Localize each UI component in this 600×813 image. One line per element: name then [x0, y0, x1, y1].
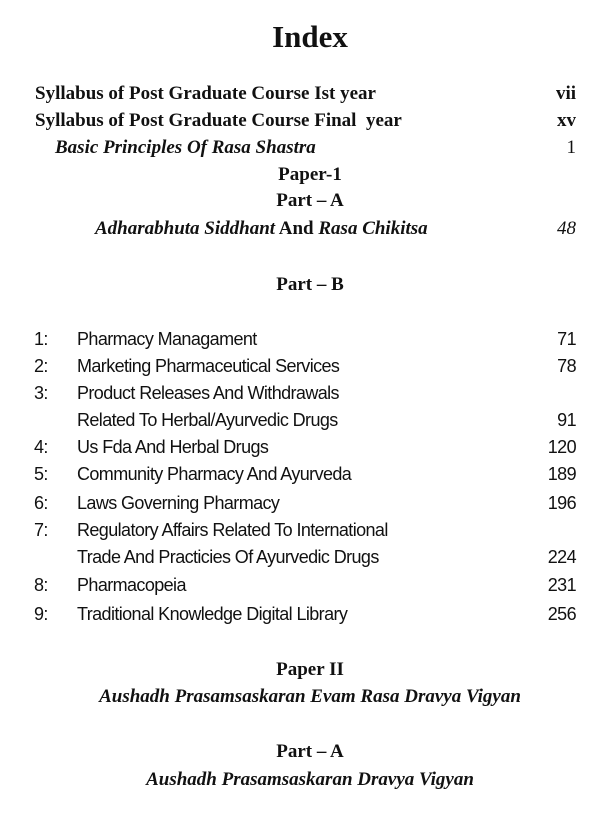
page-title: Index [272, 19, 348, 54]
list-item [0, 327, 600, 351]
toc-entry [35, 82, 576, 106]
entry-label-plain: And [275, 218, 319, 239]
item-page: 91 [557, 410, 576, 430]
entry-label: Syllabus of Post Graduate Course Ist year [35, 83, 376, 104]
paper2-subtitle: Aushadh Prasamsaskaran Evam Rasa Dravya Vigyan [99, 686, 521, 707]
item-label: Community Pharmacy And Ayurveda [77, 464, 352, 484]
item-number: 8: [34, 575, 48, 595]
item-page: 256 [547, 604, 576, 624]
item-number: 7: [34, 520, 48, 540]
item-page: 231 [547, 575, 576, 595]
list-item [0, 573, 600, 597]
toc-entry [35, 109, 576, 133]
list-item [0, 381, 600, 405]
item-number: 1: [34, 329, 48, 349]
item-label: Regulatory Affairs Related To International [77, 520, 388, 540]
paper2-part-a-heading: Part – A [276, 741, 344, 762]
list-item [0, 602, 600, 626]
item-label: Product Releases And Withdrawals [77, 383, 339, 403]
paper1-heading: Paper-1 [278, 164, 342, 185]
entry-page: xv [557, 110, 576, 131]
entry-page: 1 [566, 137, 576, 158]
paper2-heading: Paper II [276, 659, 344, 680]
paper2-part-a-subtitle: Aushadh Prasamsaskaran Dravya Vigyan [146, 769, 474, 790]
item-number: 2: [34, 356, 48, 376]
item-number: 5: [34, 464, 48, 484]
list-item [0, 408, 600, 432]
item-number: 4: [34, 437, 48, 457]
item-label: Traditional Knowledge Digital Library [77, 604, 348, 624]
toc-entry [95, 217, 576, 241]
item-label: Us Fda And Herbal Drugs [77, 437, 269, 457]
list-item [0, 354, 600, 378]
item-page: 196 [547, 493, 576, 513]
item-label: Laws Governing Pharmacy [77, 493, 280, 513]
entry-page: 48 [557, 218, 576, 239]
part-a-heading: Part – A [276, 190, 344, 211]
entry-label-italic: Adharabhuta Siddhant [95, 218, 276, 239]
toc-entry [55, 136, 576, 160]
list-item [0, 435, 600, 459]
item-label: Pharmacopeia [77, 575, 186, 595]
entry-label: Syllabus of Post Graduate Course Final year [35, 110, 402, 131]
item-number: 6: [34, 493, 48, 513]
item-number: 3: [34, 383, 48, 403]
part-b-heading: Part – B [276, 274, 344, 295]
entry-label: Basic Principles Of Rasa Shastra [55, 137, 316, 158]
item-label: Marketing Pharmaceutical Services [77, 356, 340, 376]
list-item [0, 491, 600, 515]
item-label: Pharmacy Managament [77, 329, 257, 349]
item-label: Trade And Practicies Of Ayurvedic Drugs [77, 547, 379, 567]
item-number: 9: [34, 604, 48, 624]
list-item [0, 545, 600, 569]
entry-page: vii [555, 83, 576, 104]
item-page: 71 [557, 329, 576, 349]
entry-label-italic: Rasa Chikitsa [318, 218, 428, 239]
item-page: 224 [547, 547, 576, 567]
item-page: 120 [547, 437, 576, 457]
list-item [0, 518, 600, 542]
item-page: 189 [547, 464, 576, 484]
item-label: Related To Herbal/Ayurvedic Drugs [77, 410, 338, 430]
item-page: 78 [557, 356, 576, 376]
list-item [0, 462, 600, 486]
